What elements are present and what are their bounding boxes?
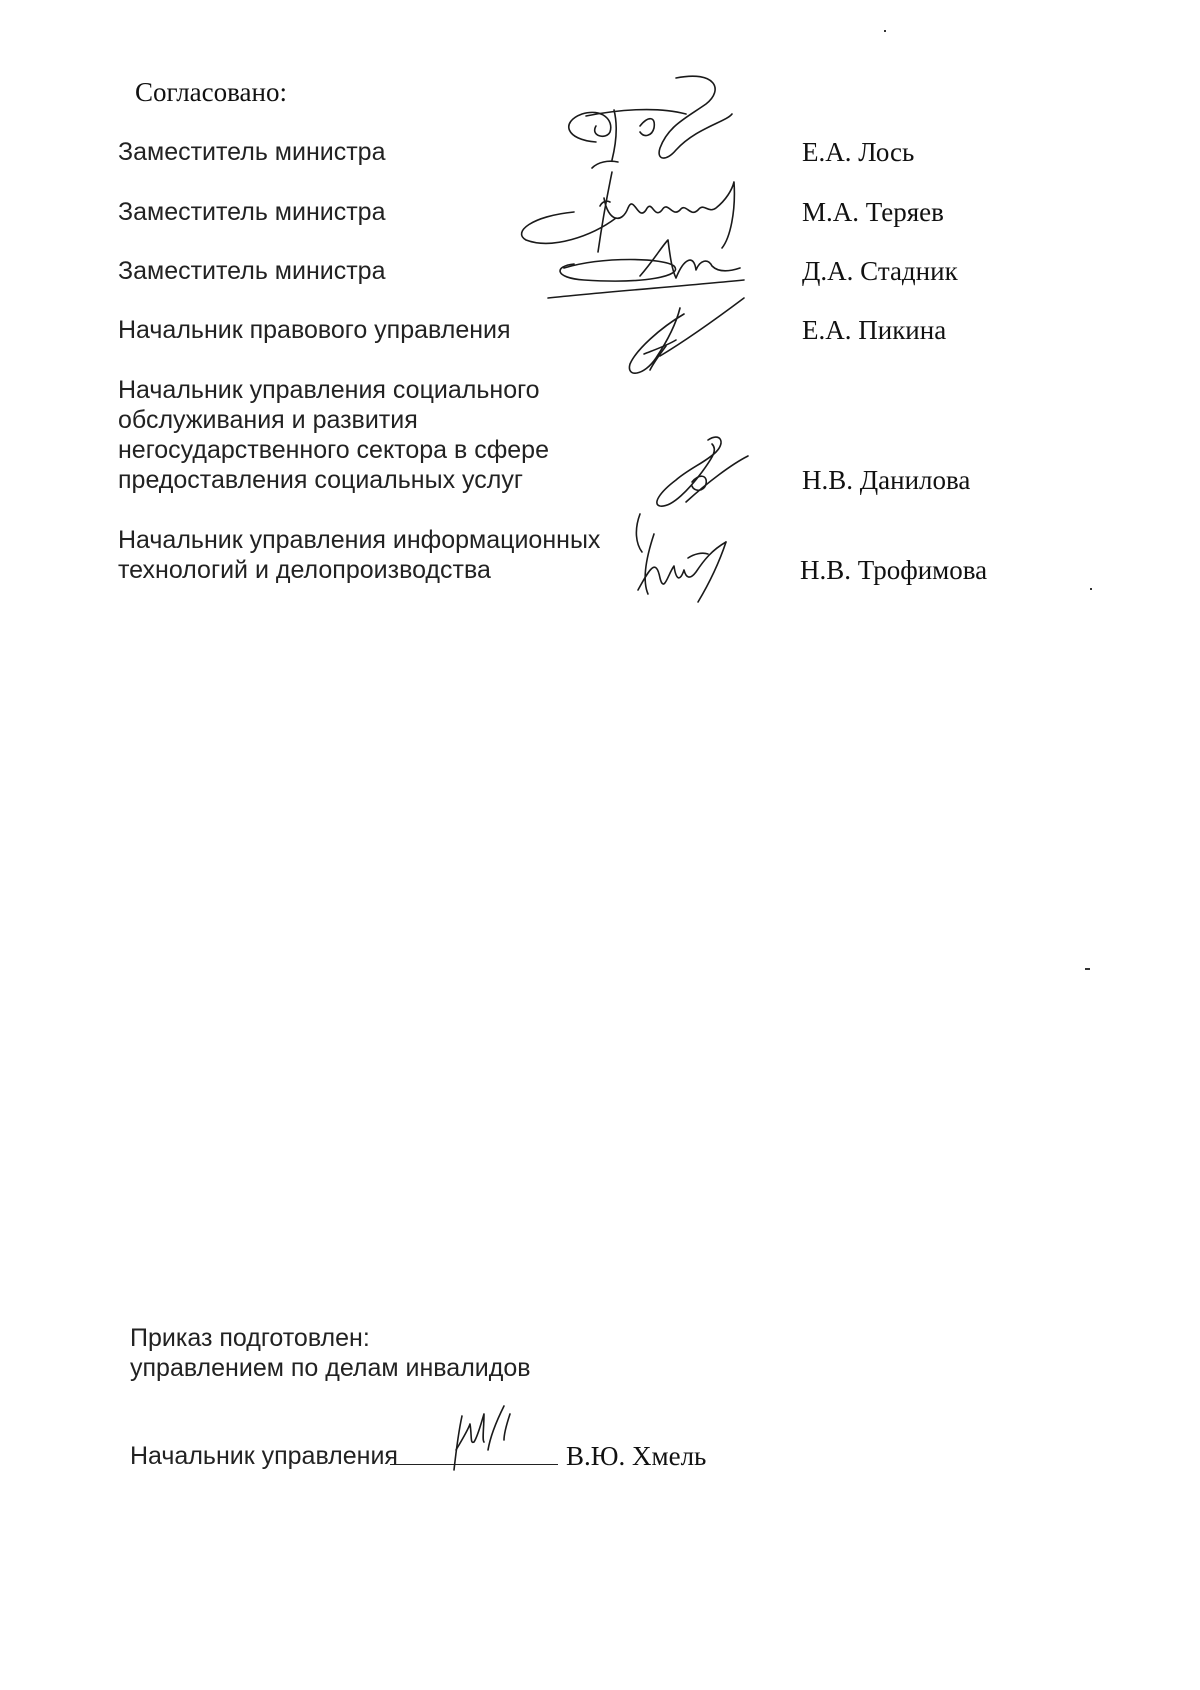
approval-name-2: М.А. Теряев: [802, 197, 944, 227]
approval-position-5-line-3: негосударственного сектора в сфере: [118, 436, 549, 464]
approval-name-3: Д.А. Стадник: [802, 256, 958, 286]
approval-position-5-line-2: обслуживания и развития: [118, 406, 418, 434]
approval-position-6-line-2: технологий и делопроизводства: [118, 556, 491, 584]
approval-position-4: Начальник правового управления: [118, 316, 511, 344]
approval-name-1: Е.А. Лось: [802, 137, 915, 167]
prepared-line-2: управлением по делам инвалидов: [130, 1354, 531, 1382]
approval-name-5: Н.В. Данилова: [802, 465, 971, 495]
approval-name-4: Е.А. Пикина: [802, 315, 947, 345]
agreed-label: Согласовано:: [135, 77, 287, 107]
approval-position-2: Заместитель министра: [118, 198, 386, 226]
prepared-position: Начальник управления: [130, 1442, 398, 1470]
signature-pikina: [620, 294, 750, 378]
approval-position-5-line-1: Начальник управления социального: [118, 376, 540, 404]
prepared-line-1: Приказ подготовлен:: [130, 1324, 370, 1352]
approval-position-1: Заместитель министра: [118, 138, 386, 166]
scan-speck: [1085, 968, 1090, 970]
approval-position-5-line-4: предоставления социальных услуг: [118, 466, 523, 494]
approval-name-6: Н.В. Трофимова: [800, 555, 988, 585]
scan-speck: [1090, 588, 1092, 590]
approval-position-6-line-1: Начальник управления информационных: [118, 526, 601, 554]
scan-speck: [884, 30, 886, 32]
signature-trofimova: [626, 494, 756, 606]
approval-position-3: Заместитель министра: [118, 257, 386, 285]
prepared-name: В.Ю. Хмель: [566, 1441, 707, 1471]
signature-khmel: [448, 1400, 524, 1476]
